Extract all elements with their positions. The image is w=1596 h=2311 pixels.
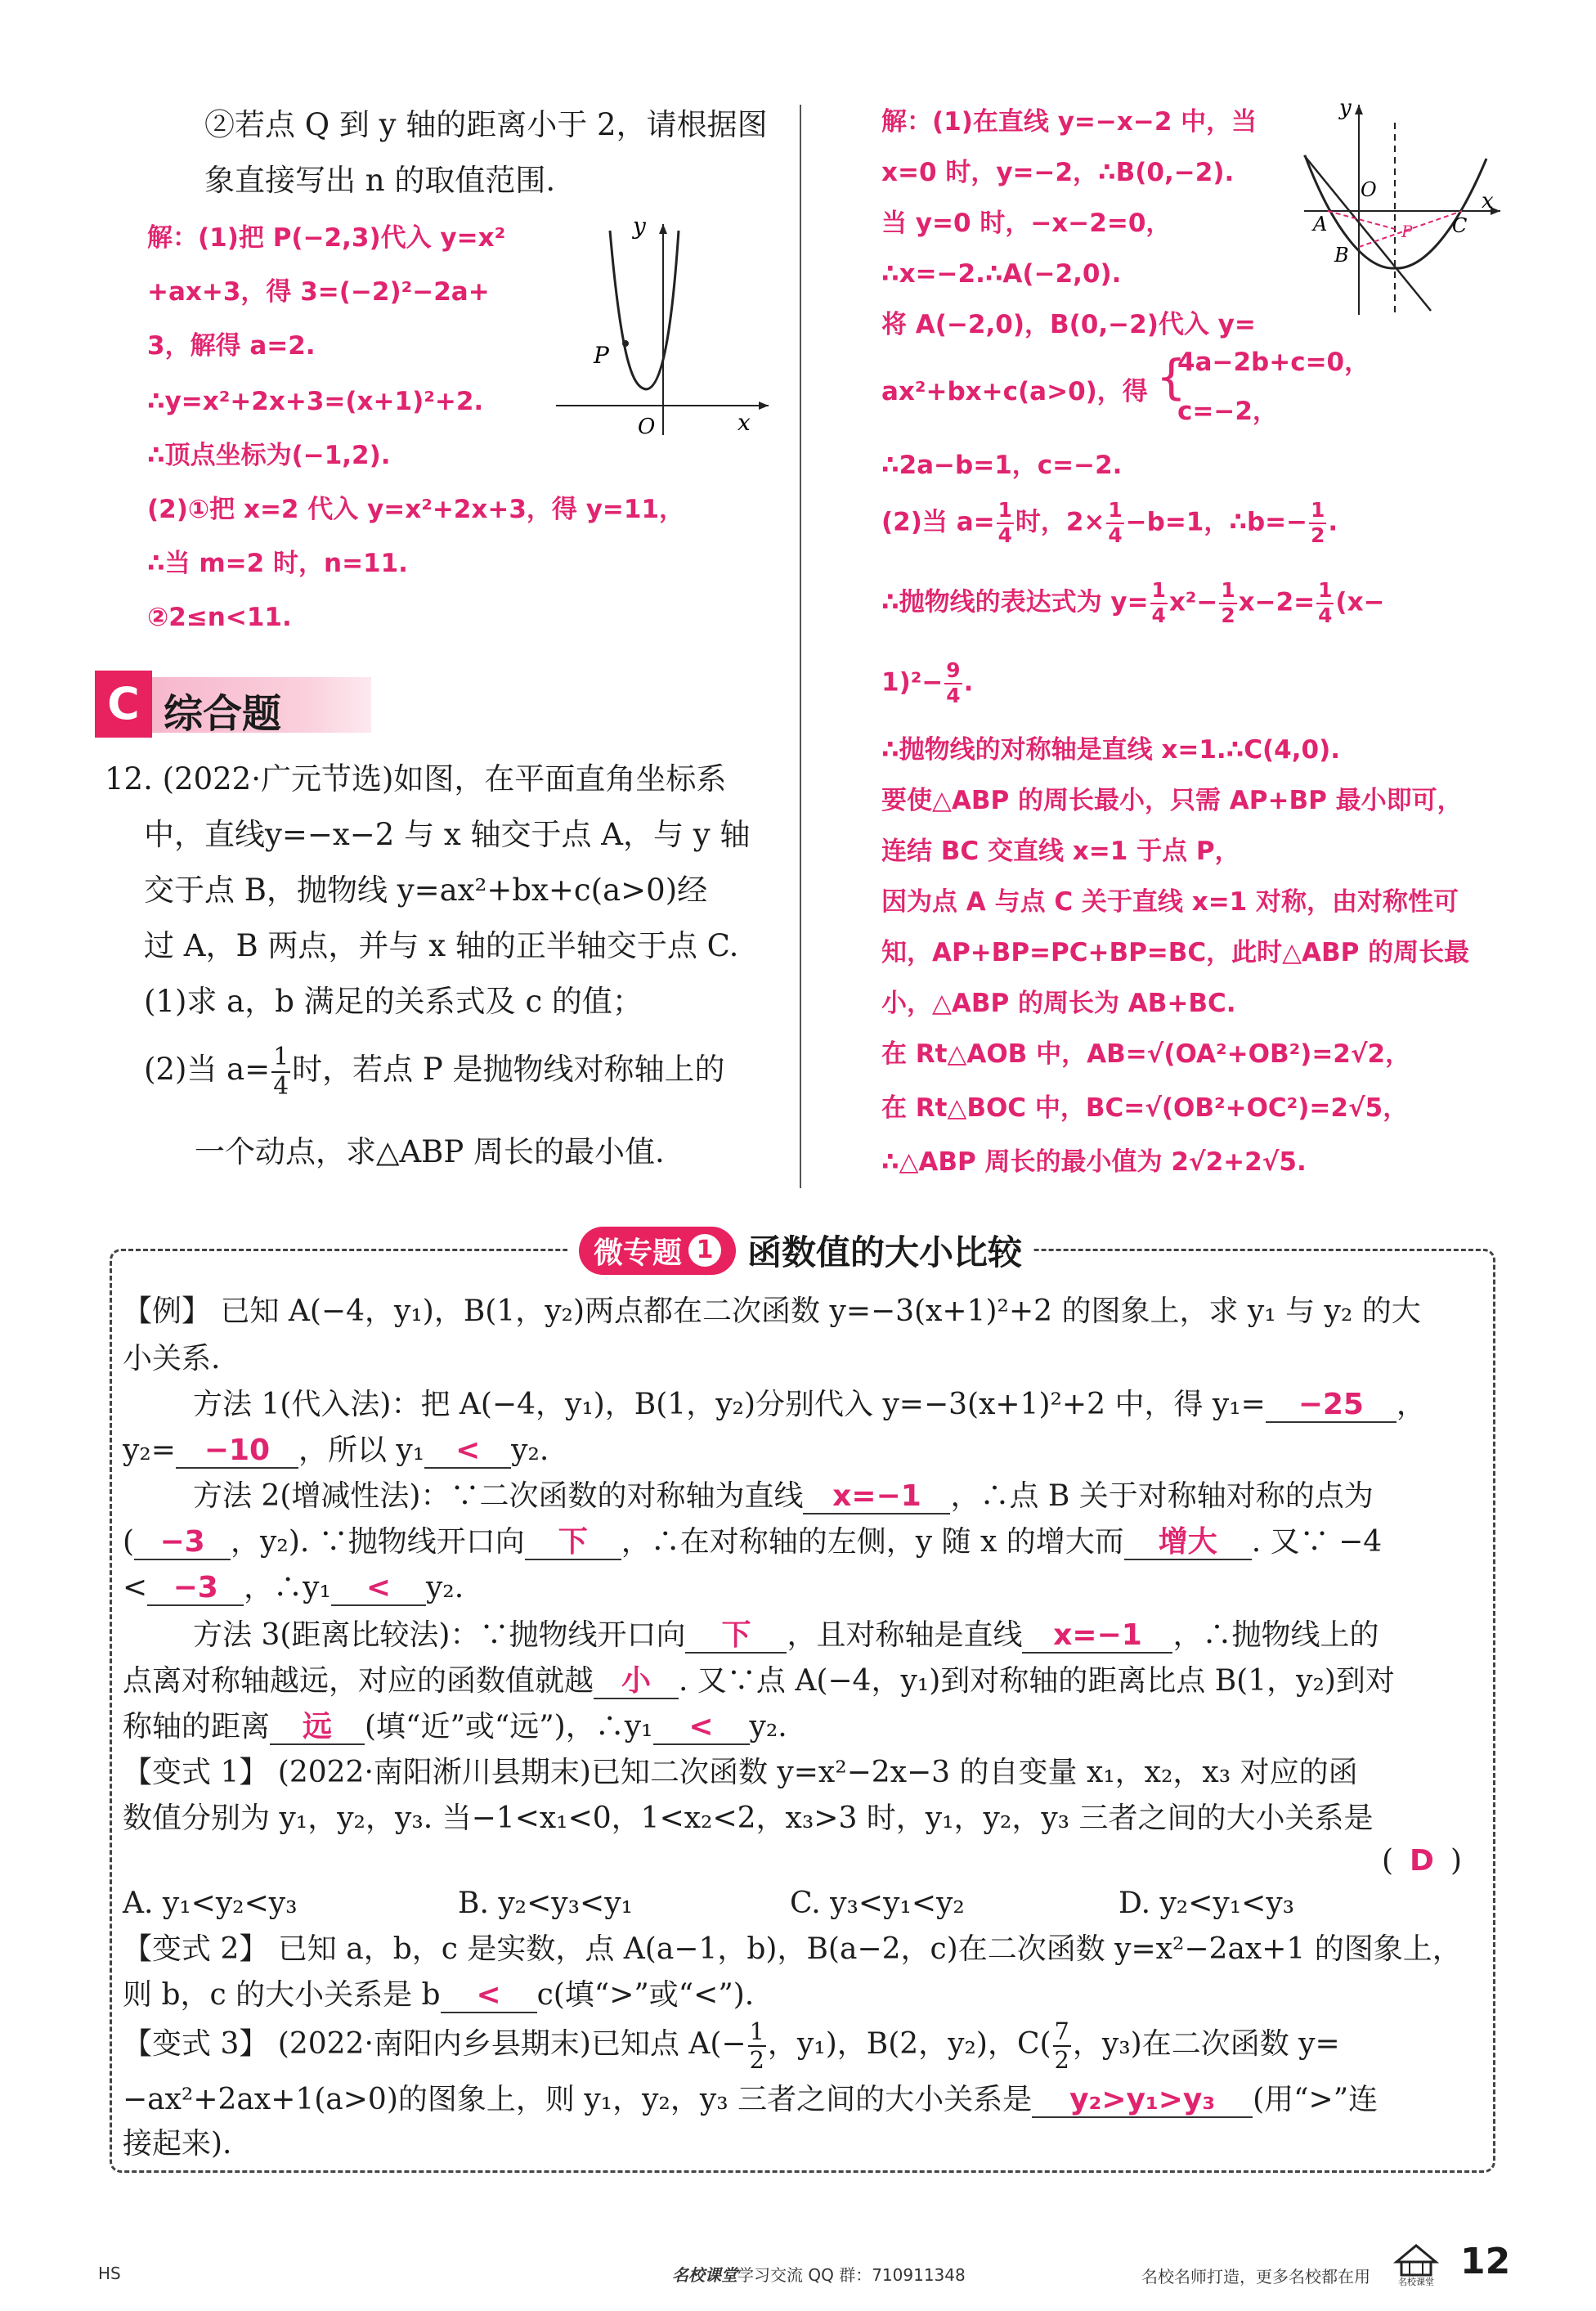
solution-12-line: 连结 BC 交直线 x=1 于点 P， [881,837,1240,866]
question-12-line: 12. (2022·广元节选)如图，在平面直角坐标系 [105,761,727,797]
parabola-graph-2 [1300,98,1504,319]
answer-blank: 下 [525,1526,621,1560]
logo-caption: 名校课堂 [1398,2277,1434,2287]
solution-11-line: ∴顶点坐标为(−1,2). [147,441,391,470]
solution-12-part2-line: (2)当 a= $\frac{1}{4}$ 时，2× $\frac{1}{4}$ −b=1，∴b=− $\frac{1}{2}$ . [881,498,1338,547]
solution-12-line: ∴x=−2.∴A(−2,0). [881,259,1122,289]
solution-11-line: ∴y=x²+2x+3=(x+1)²+2. [147,387,484,416]
solution-12-expression-line2: 1)²− $\frac{9}{4}$ . [881,658,974,707]
method3-line2: 点离对称轴越远，对应的函数值就越 小 . 又∵点 A(−4，y₁)到对称轴的距离比点 B(1，y₂)到对 [123,1664,1395,1698]
solution-11-line: 3，解得 a=2. [147,331,316,361]
system-eq-1: 4a−2b+c=0， [1177,348,1370,377]
solution-12-line: 因为点 A 与点 C 关于直线 x=1 对称，由对称性可 [881,887,1459,917]
point-p-label: P [1401,222,1413,241]
option-d: D. y₂<y₁<y₃ [1119,1887,1295,1920]
x-axis-label: x [1482,189,1494,213]
solution-12-line: 要使△ABP 的周长最小，只需 AP+BP 最小即可， [881,786,1463,815]
answer-blank: < [424,1434,511,1469]
answer-blank: 远 [270,1711,365,1745]
method2-line3: < −3 ，∴y₁ < y₂. [123,1571,464,1604]
solution-12-line: ∴△ABP 周长的最小值为 2√2+2√5. [881,1147,1307,1177]
solution-11-line: 解：(1)把 P(−2,3)代入 y=x² [147,223,506,253]
answer-blank: < [653,1711,750,1745]
option-a: A. y₁<y₂<y₃ [123,1887,298,1920]
section-title: 综合题 [164,691,282,737]
point-c-label: C [1452,214,1468,237]
variant3-line1: 【变式 3】 (2022·南阳内乡县期末)已知点 A(− $\frac{1}{2}$ ，y₁)，B(2，y₂)，C( $\frac{7}{2}$ ，y₃)在二次函数 y= [123,2017,1340,2074]
solution-12-line: ∴抛物线的对称轴是直线 x=1.∴C(4,0). [881,735,1341,765]
section-c-header [95,671,378,738]
solution-12-line: 解：(1)在直线 y=−x−2 中，当 [881,107,1258,137]
question-12-line: (1)求 a，b 满足的关系式及 c 的值； [144,984,643,1019]
solution-12-line: 当 y=0 时，−x−2=0， [881,209,1172,238]
answer-blank: < [441,1979,537,2013]
x-axis-label: x [737,409,751,436]
answer-blank: x=−1 [803,1480,950,1514]
solution-11-line: (2)①把 x=2 代入 y=x²+2x+3，得 y=11， [147,495,685,524]
answer-blank: 小 [594,1665,679,1699]
footer-edition: HS [98,2264,121,2283]
column-divider [800,105,801,1188]
solution-12-line: ∴2a−b=1，c=−2. [881,451,1123,480]
question-11-part2-line1: ②若点 Q 到 y 轴的距离小于 2，请根据图 [204,107,768,142]
solution-12-expression-line: ∴抛物线的表达式为 y= $\frac{1}{4}$ x²− $\frac{1}{2}$ x−2= $\frac{1}{4}$ (x− [881,578,1385,627]
origin-label: O [1361,178,1377,201]
solution-11-line: ②2≤n<11. [147,603,292,632]
footer-slogan: 名校名师打造，更多名校都在用 [1141,2267,1370,2286]
solution-12-line: 将 A(−2,0)，B(0,−2)代入 y= [881,310,1256,339]
micro-topic-header [567,1224,1033,1277]
solution-12-system-lead: ax²+bx+c(a>0)，得 [881,377,1148,406]
variant2-line1: 【变式 2】 已知 a，b，c 是实数，点 A(a−1，b)，B(a−2，c)在二次函数 y=x²−2ax+1 的图象上， [123,1932,1462,1966]
footer-brand: 名校课堂 [672,2265,737,2285]
method1-line2: y₂= −10 ，所以 y₁ < y₂. [123,1434,549,1467]
solution-12-line: 在 Rt△BOC 中，BC=√(OB²+OC²)=2√5， [881,1093,1409,1123]
method2-line1: 方法 2(增减性法)：∵二次函数的对称轴为直线 x=−1 ，∴点 B 关于对称轴对称的点为 [193,1479,1374,1513]
footer-center: 名校课堂学习交流 QQ 群：710911348 [672,2265,966,2285]
variant2-line2: 则 b，c 的大小关系是 b < c(填“>”或“<”). [123,1978,755,2012]
solution-12-line: x=0 时，y=−2，∴B(0,−2). [881,158,1235,187]
question-12-line: 中，直线y=−x−2 与 x 轴交于点 A，与 y 轴 [144,817,751,852]
question-12-line: 交于点 B，抛物线 y=ax²+bx+c(a>0)经 [144,873,708,908]
variant1-answer: ( D ) [1382,1844,1462,1878]
option-c: C. y₃<y₁<y₂ [790,1887,965,1920]
y-axis-label: y [1339,98,1352,120]
solution-12-line: 在 Rt△AOB 中，AB=√(OA²+OB²)=2√2， [881,1039,1411,1069]
point-b-label: B [1334,244,1349,267]
method3-line3: 称轴的距离 远 (填“近”或“远”)，∴y₁ < y₂. [123,1710,787,1743]
origin-label: O [638,415,656,439]
variant1-line1: 【变式 1】 (2022·南阳淅川县期末)已知二次函数 y=x²−2x−3 的自变量 x₁，x₂，x₃ 对应的函 [123,1756,1358,1789]
answer-blank: < [331,1572,426,1606]
section-letter: C [95,671,152,738]
answer-blank: −3 [134,1526,231,1560]
point-a-label: A [1313,213,1328,236]
system-brace: { [1156,349,1186,405]
y-axis-label: y [633,214,646,240]
question-12-line: 过 A，B 两点，并与 x 轴的正半轴交于点 C. [144,928,739,963]
solution-11-line: ∴当 m=2 时，n=11. [147,549,408,578]
question-12-part2-line2: 一个动点，求△ABP 周长的最小值. [195,1134,665,1169]
example-line1: 【例】 已知 A(−4，y₁)，B(1，y₂)两点都在二次函数 y=−3(x+1)²+2 的图象上，求 y₁ 与 y₂ 的大 [123,1295,1421,1328]
question-11-part2-line2: 象直接写出 n 的取值范围. [204,163,556,198]
answer-blank: −3 [147,1572,244,1606]
method2-line2: ( −3 ，y₂). ∵抛物线开口向 下 ，∴在对称轴的左侧，y 随 x 的增大而 增大 . 又∵ −4 [123,1525,1383,1559]
variant1-line2: 数值分别为 y₁，y₂，y₃. 当−1<x₁<0，1<x₂<2，x₃>3 时，y₁，y₂，y₃ 三者之间的大小关系是 [123,1802,1374,1835]
page-number: 12 [1460,2241,1511,2282]
brand-logo [1390,2237,1442,2285]
solution-12-line: 小，△ABP 的周长为 AB+BC. [881,989,1236,1018]
answer-blank: x=−1 [1022,1619,1172,1654]
topic-tag: 微专题 [594,1236,683,1270]
method1-line1: 方法 1(代入法)：把 A(−4，y₁)，B(1，y₂)分别代入 y=−3(x+1)²+2 中，得 y₁= −25 ， [193,1388,1426,1421]
example-line2: 小关系. [123,1342,221,1375]
parabola-graph-1 [548,214,777,443]
method3-line1: 方法 3(距离比较法)：∵抛物线开口向 下 ，且对称轴是直线 x=−1 ，∴抛物线上的 [193,1618,1379,1652]
option-b: B. y₂<y₃<y₁ [458,1887,633,1920]
answer-blank: −10 [176,1434,298,1469]
answer-blank: −25 [1266,1389,1396,1423]
point-p-label: P [594,342,609,369]
solution-11-line: +ax+3，得 3=(−2)²−2a+ [147,277,490,307]
system-eq-2: c=−2， [1177,397,1278,426]
variant3-line3: 接起来). [123,2127,232,2161]
topic-number: 1 [688,1234,721,1267]
variant3-line2: −ax²+2ax+1(a>0)的图象上，则 y₁，y₂，y₃ 三者之间的大小关系是 y₂>y₁>y₃ (用“>”连 [123,2083,1379,2116]
question-12-part2: (2)当 a= $\frac{1}{4}$ 时，若点 P 是抛物线对称轴上的 [144,1043,725,1100]
answer-blank: 增大 [1124,1526,1252,1560]
topic-title: 函数值的大小比较 [747,1232,1023,1272]
solution-12-line: 知，AP+BP=PC+BP=BC，此时△ABP 的周长最 [881,938,1470,967]
answer-blank: 下 [685,1619,787,1654]
answer-blank: y₂>y₁>y₃ [1032,2084,1253,2118]
